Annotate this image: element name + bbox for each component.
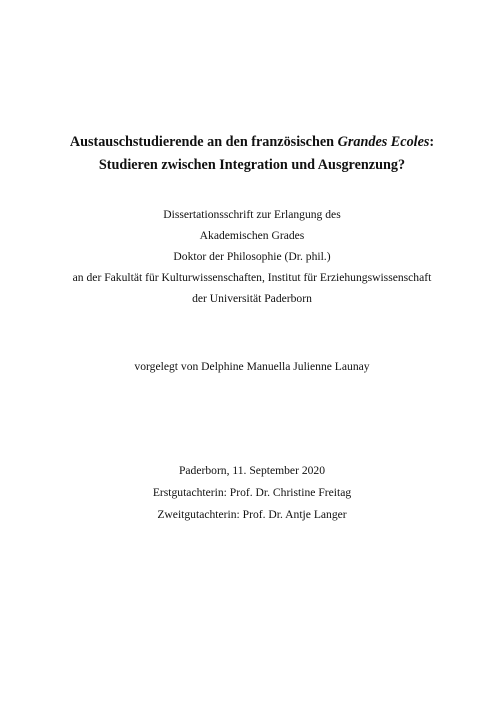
description-line-1: Dissertationsschrift zur Erlangung des	[163, 208, 341, 221]
description-line-5: der Universität Paderborn	[192, 292, 312, 305]
title-line-1-prefix: Austauschstudierende an den französischen	[69, 134, 338, 150]
title-line-1-suffix: :	[429, 134, 435, 150]
description-line-3: Doktor der Philosophie (Dr. phil.)	[173, 250, 331, 263]
title-line-2: Studieren zwischen Integration und Ausgrenzung?	[98, 157, 406, 173]
title-line-1-italic: Grandes Ecoles	[337, 134, 430, 150]
description-line-2: Akademischen Grades	[199, 229, 305, 242]
first-reviewer: Erstgutachterin: Prof. Dr. Christine Freitag	[152, 486, 352, 499]
dissertation-description	[0, 204, 504, 309]
submission-details	[0, 460, 504, 526]
title-line-1	[0, 131, 504, 154]
author-text: vorgelegt von Delphine Manuella Julienne Launay	[134, 360, 370, 373]
second-reviewer: Zweitgutachterin: Prof. Dr. Antje Langer	[157, 508, 347, 521]
document-title	[0, 131, 504, 177]
description-line-4: an der Fakultät für Kulturwissenschaften, Institut für Erziehungswissenschaft	[72, 271, 432, 284]
author-line	[0, 356, 504, 377]
place-date: Paderborn, 11. September 2020	[178, 464, 326, 477]
